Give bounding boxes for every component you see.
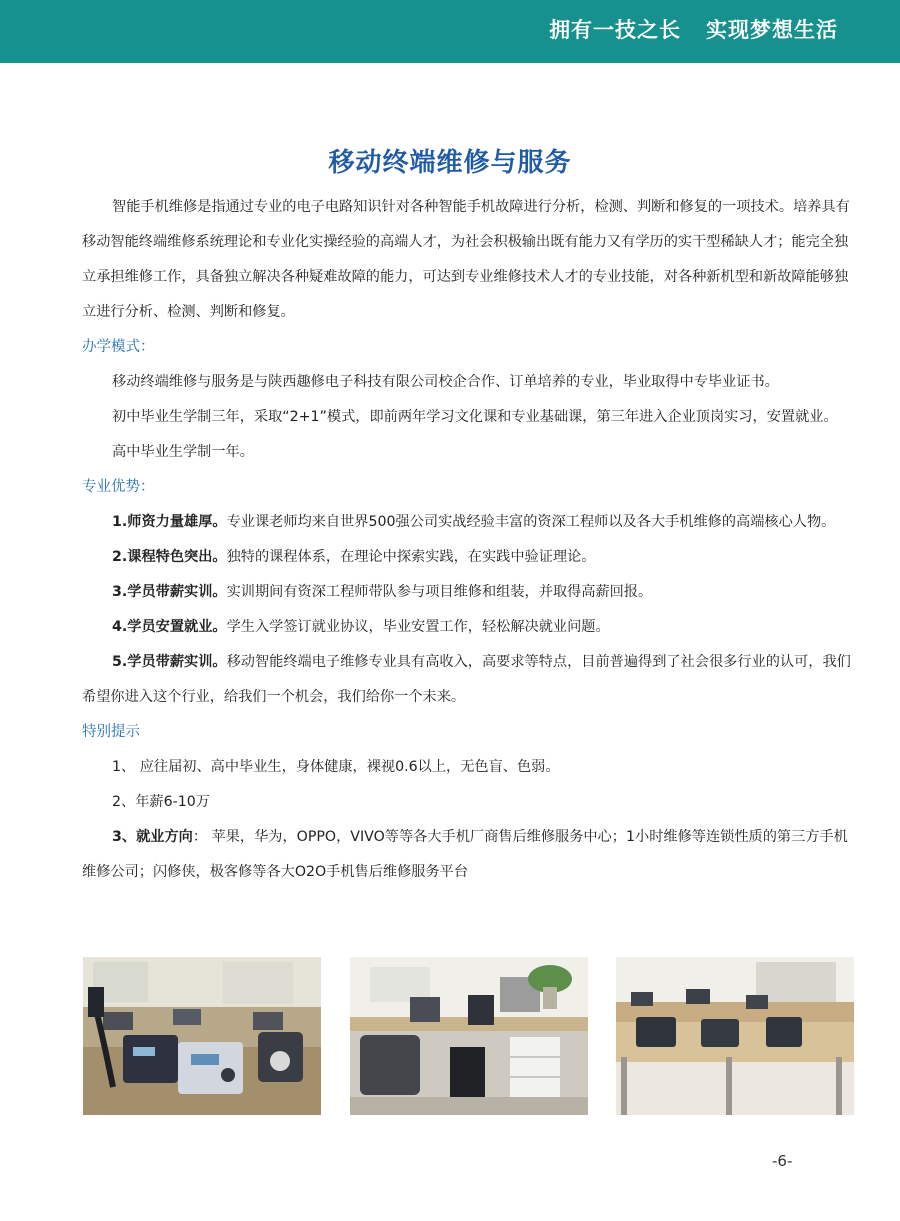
intro-paragraph: 智能手机维修是指通过专业的电子电路知识针对各种智能手机故障进行分析，检测、判断和修复的一项技术。培养具有移动智能终端维修系统理论和专业化实操经验的高端人才，为社会积极输出既有能力又有学历的实干型稀缺人才；能完全独立承担维修工作，具备独立解决各种疑难故障的能力，可达到专业维修技术人才的专业技能，对各种新机型和新故障能够独立进行分析、检测、判断和修复。 — [82, 199, 850, 320]
advantages-label: 专业优势： — [82, 479, 155, 495]
header-banner — [0, 0, 900, 63]
advantage-text: 学生入学签订就业协议，毕业安置工作，轻松解决就业问题。 — [226, 619, 610, 635]
advantage-title: 3.学员带薪实训。 — [112, 584, 227, 600]
page-title: 移动终端维修与服务 — [328, 148, 572, 178]
page-number: -6- — [772, 1152, 793, 1170]
advantage-text: 独特的课程体系，在理论中探索实践，在实践中验证理论。 — [226, 549, 596, 565]
mode-paragraph: 初中毕业生学制三年，采取“2+1”模式，即前两年学习文化课和专业基础课，第三年进入企业顶岗实习，安置就业。 — [112, 409, 838, 425]
advantage-item — [82, 645, 852, 715]
notice-item-number: 3、 — [112, 829, 137, 845]
notice-item: 2、年薪6-10万 — [112, 794, 210, 810]
workshop-photo-2 — [350, 957, 588, 1115]
advantage-title: 2.课程特色突出。 — [112, 549, 227, 565]
advantage-item — [82, 540, 852, 575]
advantage-item — [82, 505, 852, 540]
advantage-text: 专业课老师均来自世界500强公司实战经验丰富的资深工程师以及各大手机维修的高端核心人物。 — [226, 514, 836, 530]
main-content — [82, 190, 852, 890]
advantage-text: 实训期间有资深工程师带队参与项目维修和组装，并取得高薪回报。 — [226, 584, 653, 600]
notice-item-text: ： 苹果，华为，OPPO，VIVO等等各大手机厂商售后维修服务中心；1小时维修等连锁性质的第三方手机维修公司；闪修侠，极客修等各大O2O手机售后维修服务平台 — [82, 829, 848, 880]
mode-paragraph: 移动终端维修与服务是与陕西趣修电子科技有限公司校企合作、订单培养的专业，毕业取得中专毕业证书。 — [112, 374, 779, 390]
workshop-photo-3 — [616, 957, 854, 1115]
header-slogan: 拥有一技之长 实现梦想生活 — [549, 18, 838, 42]
notice-item: 1、 应往届初、高中毕业生，身体健康，裸视0.6以上，无色盲、色弱。 — [112, 759, 560, 775]
mode-paragraph: 高中毕业生学制一年。 — [112, 444, 254, 460]
photo-strip — [83, 957, 854, 1115]
advantage-title: 1.师资力量雄厚。 — [112, 514, 227, 530]
notice-item — [82, 820, 852, 890]
advantage-title: 4.学员安置就业。 — [112, 619, 227, 635]
notice-label: 特别提示 — [82, 724, 140, 740]
workshop-photo-1 — [83, 957, 321, 1115]
advantage-title: 5.学员带薪实训。 — [112, 654, 227, 670]
advantage-text: 移动智能终端电子维修专业具有高收入，高要求等特点，目前普遍得到了社会很多行业的认可，我们希望你进入这个行业，给我们一个机会，我们给你一个未来。 — [82, 654, 851, 705]
advantage-item — [82, 575, 852, 610]
mode-label: 办学模式： — [82, 339, 155, 355]
notice-item-title: 就业方向 — [136, 829, 193, 845]
advantage-item — [82, 610, 852, 645]
